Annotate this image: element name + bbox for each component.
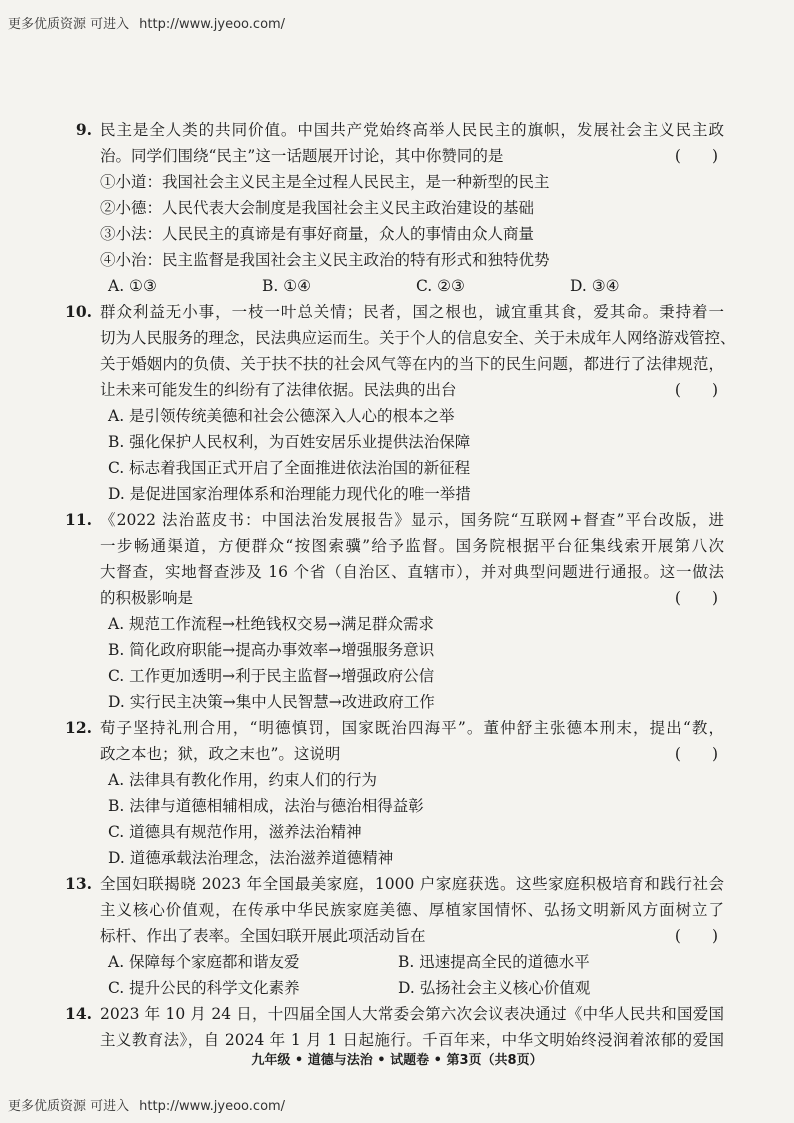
stem-line: 《2022 法治蓝皮书：中国法治发展报告》显示，国务院“互联网+督查”平台改版，进 [100,511,724,529]
statement: ④小治：民主监督是我国社会主义民主政治的特有形式和独特优势 [100,251,550,269]
question-number: 10. [65,302,92,321]
stem-line: 治。同学们围绕“民主”这一话题展开讨论，其中你赞同的是 ( ) [100,143,724,169]
option-b[interactable]: B. 迅速提高全民的道德水平 [398,953,590,971]
option-d[interactable]: D. 弘扬社会主义核心价值观 [398,979,591,997]
option-a[interactable]: A. 保障每个家庭都和谐友爱 [108,953,300,971]
banner-url[interactable]: http://www.jyeoo.com/ [139,17,286,32]
option-a[interactable]: A. 法律具有教化作用，约束人们的行为 [108,771,378,789]
stem-line: 大督查，实地督查涉及 16 个省（自治区、直辖市），并对典型问题进行通报。这一做法 [100,563,724,581]
page-footer: 九年级 • 道德与法治 • 试题卷 • 第3页（共8页） [251,1053,543,1068]
option-a[interactable]: A. ①③ [108,277,157,295]
option-c[interactable]: C. 道德具有规范作用，滋养法治精神 [108,823,362,841]
option-b[interactable]: B. 法律与道德相辅相成，法治与德治相得益彰 [108,797,424,815]
stem-line: 政之本也；狱，政之末也”。这说明 ( ) [100,741,724,767]
options-row [100,975,724,1001]
banner-text: 更多优质资源 可进入 [8,1099,130,1114]
stem-line: 主义教育法》，自 2024 年 1 月 1 日起施行。千百年来，中华文明始终浸润着浓郁的爱国 [100,1031,724,1049]
stem-line: 标杆、作出了表率。全国妇联开展此项活动旨在 ( ) [100,923,724,949]
option-c[interactable]: C. ②③ [416,277,465,295]
question-14 [65,1001,724,1053]
answer-bracket: ( ) [674,745,718,763]
option-d[interactable]: D. ③④ [570,277,620,295]
option-c[interactable]: C. 标志着我国正式开启了全面推进依法治国的新征程 [108,459,471,477]
statement: ①小道：我国社会主义民主是全过程人民民主，是一种新型的民主 [100,173,550,191]
banner-text: 更多优质资源 可进入 [8,17,130,32]
question-number: 13. [65,874,92,893]
bottom-banner [8,1095,285,1114]
stem-line: 一步畅通渠道，方便群众“按图索骥”给予监督。国务院根据平台征集线索开展第八次 [100,537,724,555]
stem-line: 民主是全人类的共同价值。中国共产党始终高举人民民主的旗帜，发展社会主义民主政 [100,121,724,139]
stem-line: 关于婚姻内的负债、关于扶不扶的社会风气等在内的当下的民生问题，都进行了法律规范， [100,355,724,373]
option-d[interactable]: D. 是促进国家治理体系和治理能力现代化的唯一举措 [108,485,471,503]
stem-line: 主义核心价值观，在传承中华民族家庭美德、厚植家国情怀、弘扬文明新风方面树立了 [100,901,724,919]
stem-line: 的积极影响是 ( ) [100,585,724,611]
question-11 [65,507,724,715]
question-number: 11. [65,510,92,529]
answer-bracket: ( ) [674,147,718,165]
question-9 [75,117,724,299]
question-10 [65,299,736,507]
question-13 [65,871,724,1001]
options-row [100,949,724,975]
option-b[interactable]: B. 简化政府职能→提高办事效率→增强服务意识 [108,641,435,659]
question-content [65,117,736,1053]
stem-line: 群众利益无小事，一枝一叶总关情；民者，国之根也，诚宜重其食，爱其命。秉持着一 [100,303,724,321]
option-b[interactable]: B. ①④ [262,277,312,295]
stem-line: 切为人民服务的理念，民法典应运而生。关于个人的信息安全、关于未成年人网络游戏管控、 [100,329,736,347]
banner-url[interactable]: http://www.jyeoo.com/ [139,1099,286,1114]
stem-line: 让未来可能发生的纠纷有了法律依据。民法典的出台 ( ) [100,377,724,403]
answer-bracket: ( ) [674,381,718,399]
top-banner [8,13,285,32]
stem-line: 荀子坚持礼刑合用，“明德慎罚，国家既治四海平”。董仲舒主张德本刑末，提出“教， [100,719,724,737]
answer-bracket: ( ) [674,589,718,607]
option-a[interactable]: A. 是引领传统美德和社会公德深入人心的根本之举 [108,407,455,425]
option-c[interactable]: C. 提升公民的科学文化素养 [108,979,300,997]
options-row [100,273,724,299]
option-d[interactable]: D. 实行民主决策→集中人民智慧→改进政府工作 [108,693,435,711]
question-12 [65,715,724,871]
option-d[interactable]: D. 道德承载法治理念，法治滋养道德精神 [108,849,394,867]
statement: ③小法：人民民主的真谛是有事好商量，众人的事情由众人商量 [100,225,535,243]
option-a[interactable]: A. 规范工作流程→杜绝钱权交易→满足群众需求 [108,615,435,633]
option-c[interactable]: C. 工作更加透明→利于民主监督→增强政府公信 [108,667,435,685]
question-number: 12. [65,718,92,737]
option-b[interactable]: B. 强化保护人民权利，为百姓安居乐业提供法治保障 [108,433,471,451]
stem-line: 全国妇联揭晓 2023 年全国最美家庭，1000 户家庭获选。这些家庭积极培育和践行社会 [100,875,724,893]
statement: ②小德：人民代表大会制度是我国社会主义民主政治建设的基础 [100,199,535,217]
stem-line: 2023 年 10 月 24 日，十四届全国人大常委会第六次会议表决通过《中华人民共和国爱国 [100,1005,724,1023]
question-number: 9. [75,120,92,139]
answer-bracket: ( ) [674,927,718,945]
question-number: 14. [65,1004,92,1023]
